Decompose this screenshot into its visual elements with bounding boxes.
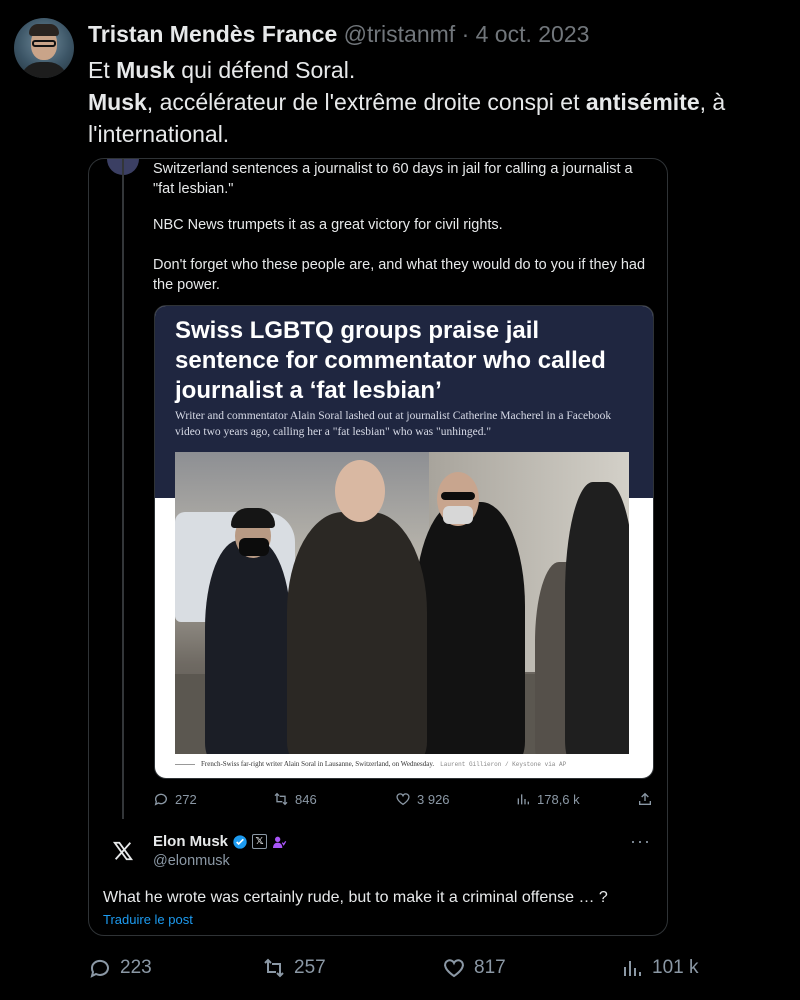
views-icon: [620, 956, 644, 980]
article-photo: [175, 452, 629, 754]
reply-author-handle[interactable]: @elonmusk: [153, 853, 230, 869]
quoted-like-button[interactable]: 3 926: [395, 791, 450, 807]
reply-text: What he wrote was certainly rude, but to make it a criminal offense … ?: [103, 889, 608, 906]
quoted-text-1: Switzerland sentences a journalist to 60 days in jail for calling a journalist a "fat lesbian.": [153, 161, 633, 197]
x-logo-icon: [112, 840, 134, 862]
tweet-line-2: Musk, accélérateur de l'extrême droite conspi et antisémite, à l'international.: [88, 89, 726, 147]
tweet-header: [88, 20, 589, 48]
repost-button[interactable]: 257: [262, 956, 326, 980]
reply-icon: [153, 791, 169, 807]
mention-musk: Musk: [116, 57, 175, 83]
heart-icon: [395, 791, 411, 807]
author-avatar[interactable]: [14, 18, 74, 78]
views-icon: [515, 791, 531, 807]
government-badge-icon: [271, 834, 287, 850]
separator: ·: [461, 21, 470, 47]
tweet-date[interactable]: 4 oct. 2023: [475, 21, 590, 47]
reply-button[interactable]: 223: [88, 956, 152, 980]
quoted-action-bar: [153, 791, 659, 813]
reply-author-name-row[interactable]: [153, 833, 287, 850]
heart-icon: [442, 956, 466, 980]
quoted-reply-button[interactable]: 272: [153, 791, 197, 807]
photo-credit: Laurent Gillieron / Keystone via AP: [440, 761, 567, 768]
repost-icon: [273, 791, 289, 807]
quoted-text-2: NBC News trumpets it as a great victory for civil rights.: [153, 217, 503, 233]
quoted-share-button[interactable]: [637, 791, 653, 807]
more-options-icon[interactable]: ···: [630, 831, 651, 851]
author-handle[interactable]: @tristanmf: [343, 21, 456, 47]
article-title: Swiss LGBTQ groups praise jail sentence for commentator who called journalist a ‘fat lesbian’: [175, 317, 606, 404]
quoted-repost-button[interactable]: 846: [273, 791, 317, 807]
quoted-views[interactable]: 178,6 k: [515, 791, 580, 807]
reply-author-name[interactable]: Elon Musk: [153, 833, 229, 850]
article-subtitle: Writer and commentator Alain Soral lashed out at journalist Catherine Macherel in a Facebook video two years ago, calling her a "fat lesbian" who was "unhinged.": [175, 410, 612, 438]
quoted-text-3: Don't forget who these people are, and what they would do to you if they had the power.: [153, 257, 646, 293]
x-affiliation-badge-icon: 𝕏: [252, 834, 267, 849]
views-button[interactable]: 101 k: [620, 956, 698, 980]
verified-badge-icon: [232, 834, 248, 850]
quoted-post[interactable]: [88, 158, 668, 936]
like-button[interactable]: 817: [442, 956, 506, 980]
tweet-text: [88, 54, 778, 150]
article-screenshot[interactable]: [154, 305, 654, 779]
x-logo-avatar[interactable]: [107, 835, 139, 867]
thread-line: [122, 159, 124, 819]
reply-icon: [88, 956, 112, 980]
author-name[interactable]: Tristan Mendès France: [88, 21, 338, 47]
share-icon: [637, 791, 653, 807]
tweet-line-1: Et Musk qui défend Soral.: [88, 57, 356, 83]
photo-caption: French-Swiss far-right writer Alain Soral in Lausanne, Switzerland, on Wednesday. Laurent Gillieron / Keystone via AP: [175, 760, 645, 768]
action-bar: [88, 956, 788, 986]
repost-icon: [262, 956, 286, 980]
translate-link[interactable]: Traduire le post: [103, 912, 193, 927]
